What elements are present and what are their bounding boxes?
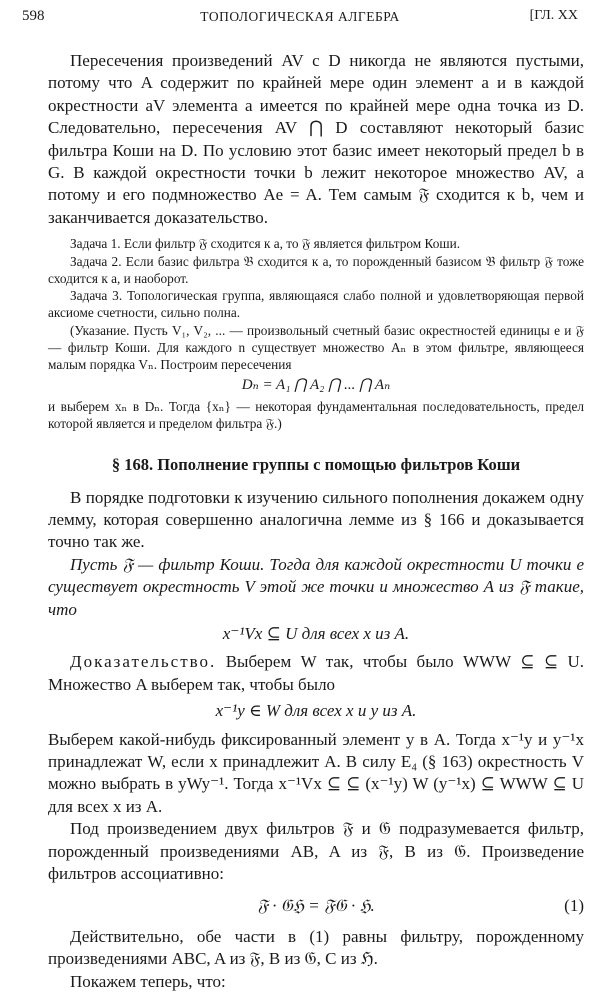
exercise-hint: (Указание. Пусть V₁, V₂, ... — произвольный счетный базис окрестностей единицы e и 𝔉 — фильтр Коши. Для каждого n существует множество Aₙ в этом фильтре, являющееся малым порядка Vₙ. Построим пересечения xyxy=(48,322,584,373)
hint-formula: Dₙ = A₁ ⋂ A₂ ⋂ ... ⋂ Aₙ xyxy=(241,376,391,393)
equation-1 xyxy=(48,895,584,917)
lemma-formula: x⁻¹Vx ⊆ U для всех x из A. xyxy=(222,623,410,643)
exercise-hint-end: и выберем xₙ в Dₙ. Тогда {xₙ} — некоторая фундаментальная последовательность, предел которой является и пределом фильтра 𝔉.) xyxy=(48,398,584,432)
equation-1-number: (1) xyxy=(564,896,584,916)
page-number: 598 xyxy=(22,8,45,24)
chapter-label: [ГЛ. XX xyxy=(529,8,578,23)
exercise-3: Задача 3. Топологическая группа, являющаяся слабо полной и удовлетворяющая первой аксиоме счетности, сильно полна. xyxy=(48,288,584,321)
lemma-statement: Пусть 𝔉 — фильтр Коши. Тогда для каждой окрестности U точки e существует окрестность V этой же точки и множество A из 𝔉 такие, что xyxy=(48,554,584,619)
proof-paragraph xyxy=(48,651,584,696)
proof-text: Выберем W так, чтобы было WWW ⊆ ⊆ U. Множество A выберем так, чтобы было xyxy=(48,652,584,694)
page-header xyxy=(22,8,578,28)
equation-1-body: 𝔉 · 𝔊ℌ = 𝔉𝔊 · ℌ. xyxy=(257,896,375,916)
page-content xyxy=(48,40,584,993)
running-title: ТОПОЛОГИЧЕСКАЯ АЛГЕБРА xyxy=(200,9,400,24)
section-heading: § 168. Пополнение группы с помощью фильтров Коши xyxy=(111,454,521,474)
proof-formula: x⁻¹y ∈ W для всех x и y из A. xyxy=(215,701,417,721)
exercise-1: Задача 1. Если фильтр 𝔉 сходится к a, то 𝔉 является фильтром Коши. xyxy=(70,236,461,252)
section-paragraph-4: Действительно, обе части в (1) равны фильтру, порожденному произведениями ABC, A из 𝔉, B из 𝔊, C из ℌ. xyxy=(48,926,584,969)
section-paragraph-1: В порядке подготовки к изучению сильного пополнения докажем одну лемму, которая совершенно аналогична лемме из § 166 и доказывается точно так же. xyxy=(48,487,584,552)
proof-word: Доказательство. xyxy=(70,652,217,672)
section-paragraph-5: Покажем теперь, что: xyxy=(70,971,226,991)
exercise-2: Задача 2. Если базис фильтра 𝔅 сходится к a, то порожденный базисом 𝔅 фильтр 𝔉 тоже сходится к a, и наоборот. xyxy=(48,253,584,286)
section-paragraph-2: Выберем какой-нибудь фиксированный элемент y в A. Тогда x⁻¹y и y⁻¹x принадлежат W, если x принадлежит A. В силу E₄ (§ 163) окрестность V можно выбрать в yWy⁻¹. Тогда x⁻¹Vx ⊆ ⊆ (x⁻¹y) W (y⁻¹x) ⊆ WWW ⊆ U для всех x из A. xyxy=(48,729,584,816)
section-paragraph-3: Под произведением двух фильтров 𝔉 и 𝔊 подразумевается фильтр, порожденный произведениями AB, A из 𝔉, B из 𝔊. Произведение фильтров ассоциативно: xyxy=(48,819,584,884)
intro-paragraph: Пересечения произведений AV с D никогда не являются пустыми, потому что A содержит по крайней мере один элемент a и в каждой окрестности aV элемента a имеется по крайней мере одна точка из D. Следовательно, пересечения AV ⋂ D составляют некоторый базис фильтра Коши на D. По условию этот базис имеет некоторый предел b в G. В каждой окрестности точки b лежит некоторое множество AV, а потому и его подмножество Ae = A. Тем самым 𝔉 сходится к b, чем и заканчивается доказательство. xyxy=(48,51,584,227)
exercises-block xyxy=(48,235,584,432)
